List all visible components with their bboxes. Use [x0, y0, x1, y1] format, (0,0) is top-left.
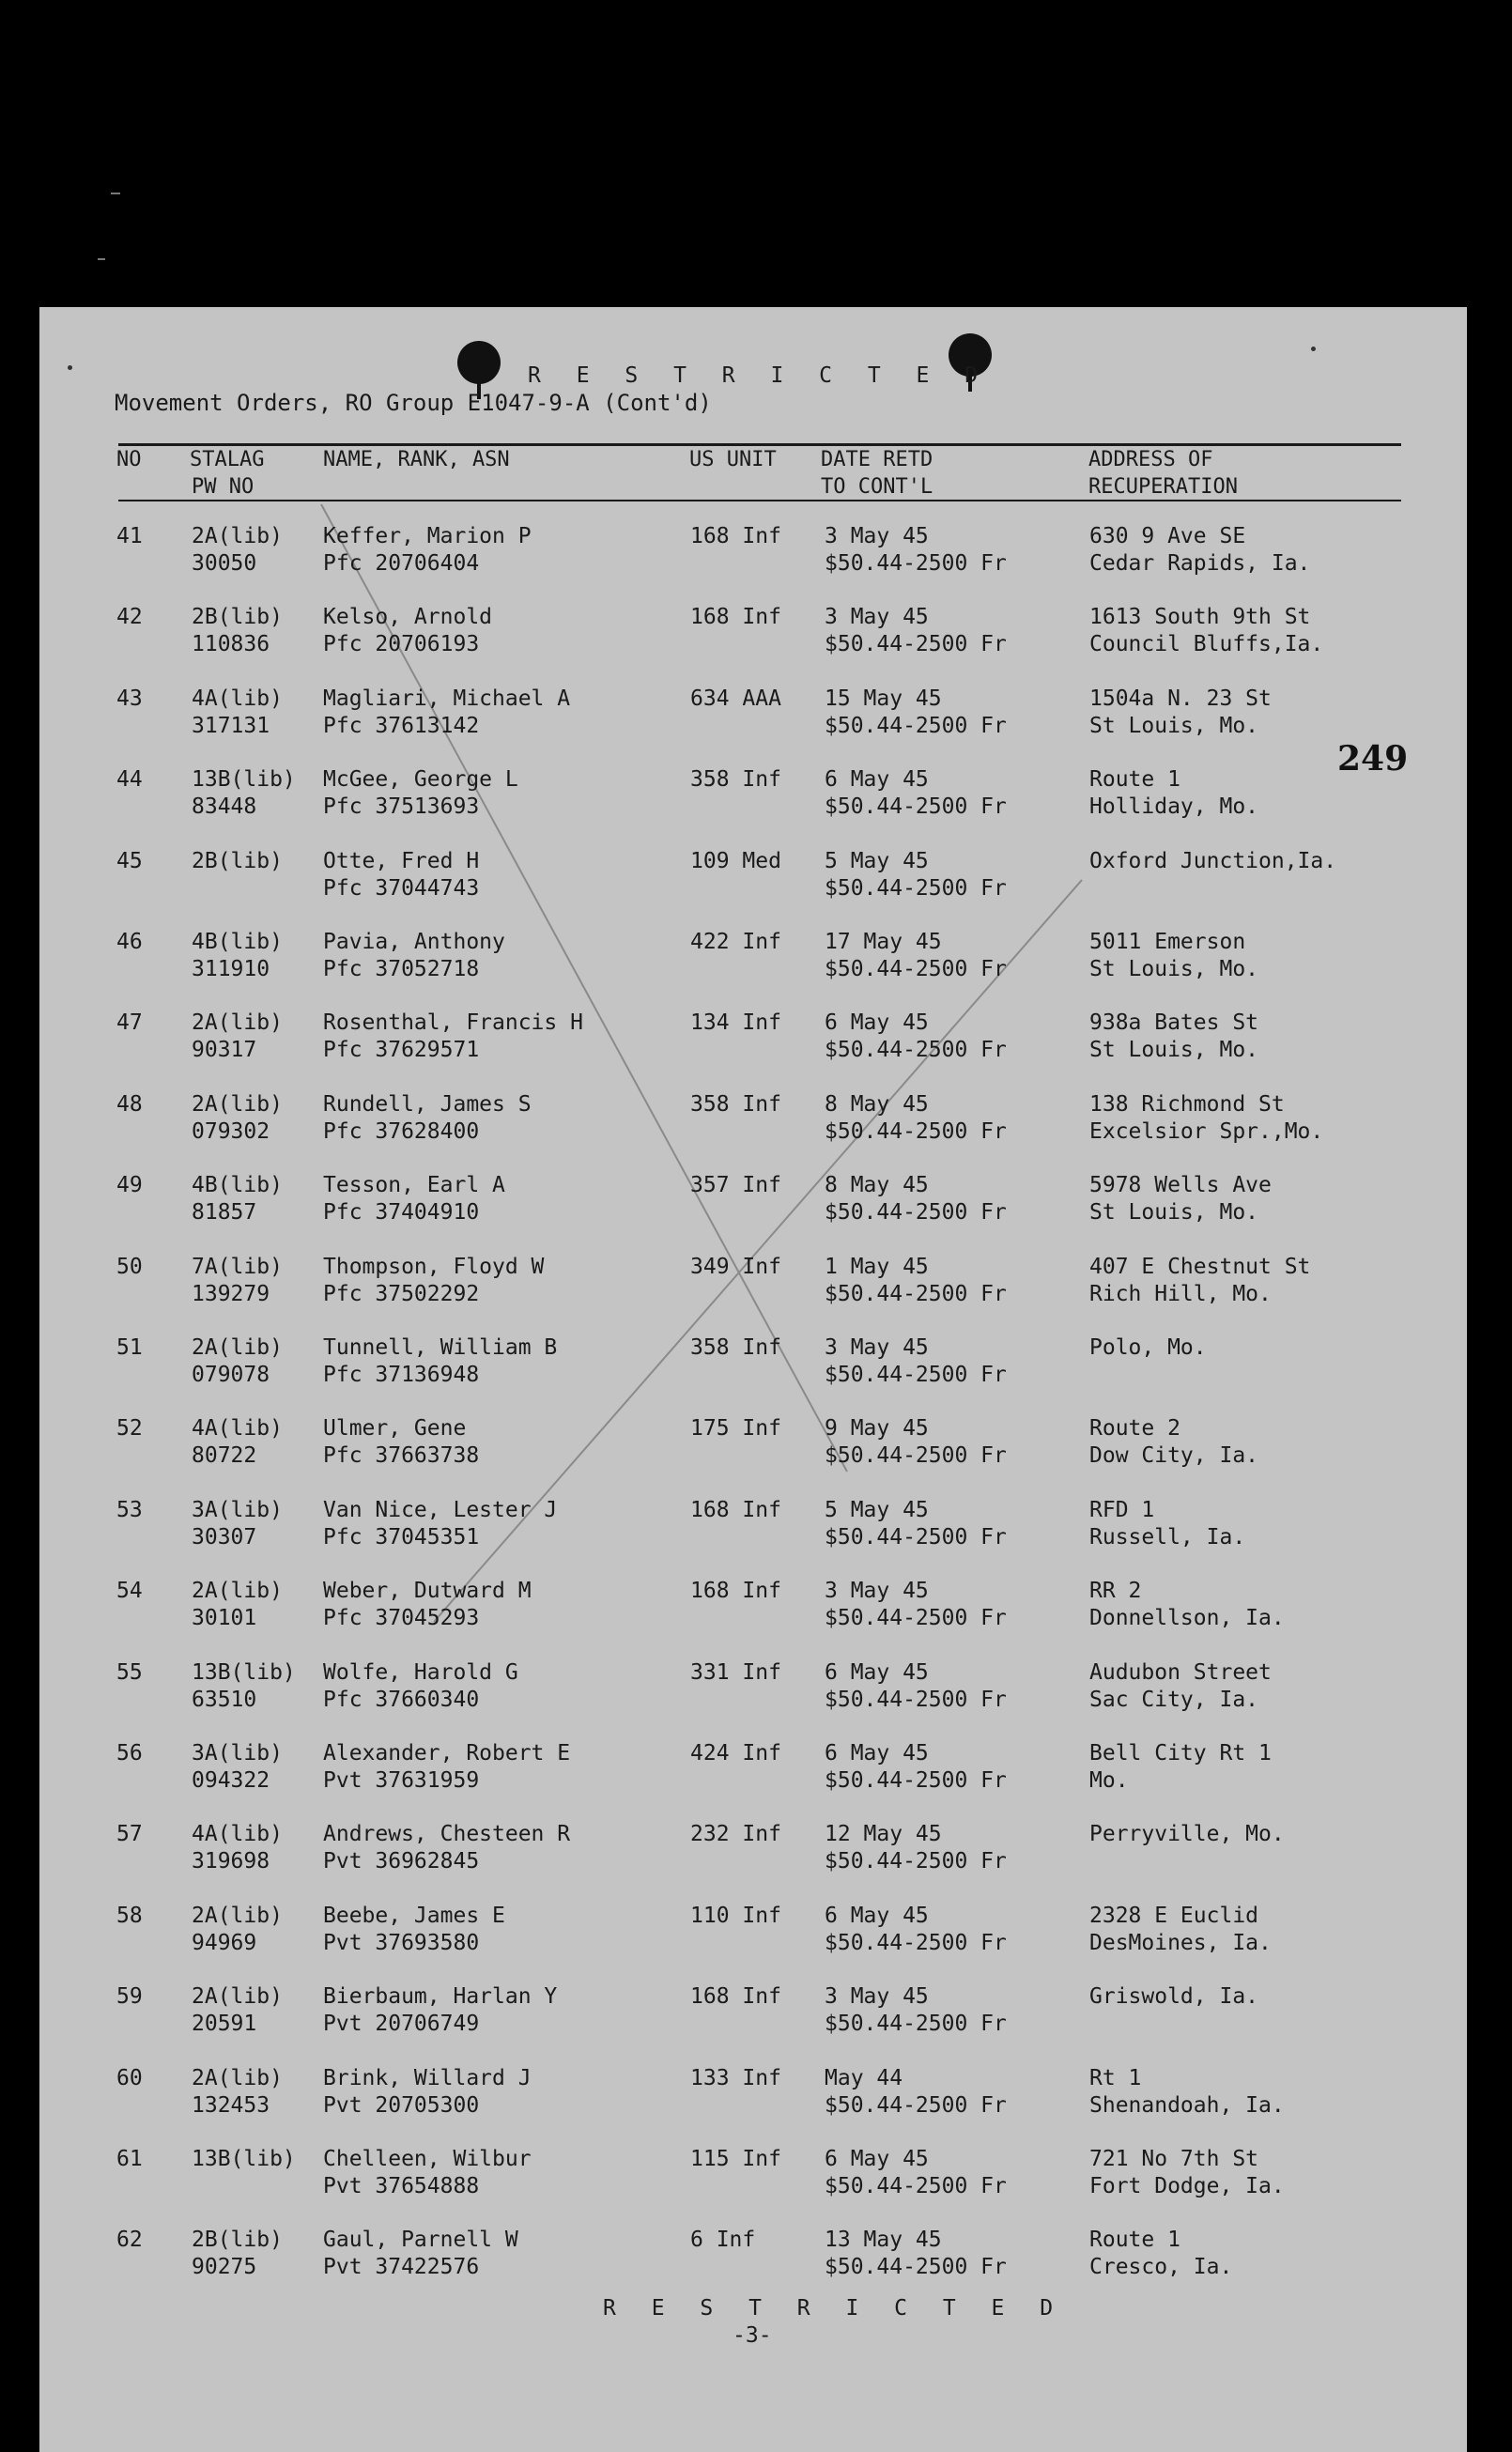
name-rank-asn: Otte, Fred H Pfc 37044743 — [323, 848, 480, 901]
header-restricted: R E S T R I C T E D — [528, 363, 990, 388]
table-row — [39, 2146, 1467, 2227]
row-number: 47 — [116, 1010, 143, 1036]
date-returned: 3 May 45 $50.44-2500 Fr — [825, 1984, 1007, 2037]
name-rank-asn: Wolfe, Harold G Pfc 37660340 — [323, 1659, 518, 1712]
recuperation-address: 938a Bates St St Louis, Mo. — [1089, 1010, 1259, 1063]
us-unit: 349 Inf — [690, 1254, 781, 1279]
table-row — [39, 1010, 1467, 1090]
table-row — [39, 1659, 1467, 1740]
row-number: 44 — [116, 767, 143, 793]
table-row — [39, 523, 1467, 604]
recuperation-address: Route 2 Dow City, Ia. — [1089, 1416, 1259, 1469]
date-returned: 6 May 45 $50.44-2500 Fr — [825, 1010, 1007, 1063]
us-unit: 168 Inf — [690, 1984, 781, 2010]
stalag-pw-number: 2A(lib) 90317 — [192, 1010, 283, 1063]
date-returned: 15 May 45 $50.44-2500 Fr — [825, 686, 1007, 738]
date-returned: 6 May 45 $50.44-2500 Fr — [825, 767, 1007, 820]
row-number: 43 — [116, 686, 143, 711]
us-unit: 424 Inf — [690, 1741, 781, 1766]
recuperation-address: 630 9 Ave SE Cedar Rapids, Ia. — [1089, 524, 1311, 576]
row-number: 51 — [116, 1335, 143, 1360]
name-rank-asn: Rosenthal, Francis H Pfc 37629571 — [323, 1010, 583, 1063]
recuperation-address: Perryville, Mo. — [1089, 1822, 1285, 1847]
stalag-pw-number: 2A(lib) 20591 — [192, 1984, 283, 2037]
stalag-pw-number: 2A(lib) 94969 — [192, 1903, 283, 1955]
date-returned: 6 May 45 $50.44-2500 Fr — [825, 1659, 1007, 1712]
row-number: 49 — [116, 1173, 143, 1198]
name-rank-asn: Pavia, Anthony Pfc 37052718 — [323, 930, 505, 981]
table-row — [39, 1091, 1467, 1172]
us-unit: 358 Inf — [690, 1335, 781, 1360]
name-rank-asn: Thompson, Floyd W Pfc 37502292 — [323, 1254, 545, 1306]
table-row — [39, 1903, 1467, 1983]
us-unit: 358 Inf — [690, 767, 781, 793]
column-header-unit: US UNIT — [689, 448, 777, 471]
date-returned: 17 May 45 $50.44-2500 Fr — [825, 930, 1007, 981]
recuperation-address: Route 1 Holliday, Mo. — [1089, 767, 1259, 820]
stalag-pw-number: 13B(lib) — [192, 2147, 296, 2171]
name-rank-asn: Ulmer, Gene Pfc 37663738 — [323, 1416, 480, 1469]
date-returned: 9 May 45 $50.44-2500 Fr — [825, 1416, 1007, 1469]
date-returned: 3 May 45 $50.44-2500 Fr — [825, 605, 1007, 657]
row-number: 42 — [116, 605, 143, 630]
stalag-pw-number: 2A(lib) 30101 — [192, 1579, 283, 1631]
recuperation-address: 2328 E Euclid DesMoines, Ia. — [1089, 1903, 1272, 1955]
stalag-pw-number: 4B(lib) 311910 — [192, 930, 283, 981]
table-row — [39, 1334, 1467, 1415]
recuperation-address: 5011 Emerson St Louis, Mo. — [1089, 930, 1259, 981]
stalag-pw-number: 2B(lib) 90275 — [192, 2228, 283, 2280]
us-unit: 115 Inf — [690, 2147, 781, 2171]
recuperation-address: 5978 Wells Ave St Louis, Mo. — [1089, 1173, 1272, 1226]
us-unit: 6 Inf — [690, 2228, 756, 2253]
stalag-pw-number: 3A(lib) 30307 — [192, 1497, 283, 1550]
table-row — [39, 1254, 1467, 1334]
name-rank-asn: Kelso, Arnold Pfc 20706193 — [323, 605, 493, 657]
name-rank-asn: Weber, Dutward M Pfc 37045293 — [323, 1579, 532, 1631]
us-unit: 168 Inf — [690, 1497, 781, 1522]
recuperation-address: RR 2 Donnellson, Ia. — [1089, 1579, 1285, 1631]
name-rank-asn: Keffer, Marion P Pfc 20706404 — [323, 524, 532, 576]
table-row — [39, 1983, 1467, 2064]
date-returned: 6 May 45 $50.44-2500 Fr — [825, 1741, 1007, 1793]
us-unit: 422 Inf — [690, 930, 781, 954]
table-row — [39, 929, 1467, 1010]
column-header-address: ADDRESS OF RECUPERATION — [1088, 448, 1238, 499]
stalag-pw-number: 4A(lib) 319698 — [192, 1822, 283, 1874]
recuperation-address: 1504a N. 23 St St Louis, Mo. — [1089, 686, 1272, 738]
row-number: 48 — [116, 1091, 143, 1117]
row-number: 61 — [116, 2147, 143, 2171]
us-unit: 634 AAA — [690, 686, 781, 711]
recuperation-address: 721 No 7th St Fort Dodge, Ia. — [1089, 2147, 1285, 2198]
stalag-pw-number: 2A(lib) 079302 — [192, 1091, 283, 1144]
date-returned: 8 May 45 $50.44-2500 Fr — [825, 1173, 1007, 1226]
header-rule-bottom — [118, 500, 1401, 501]
row-number: 56 — [116, 1741, 143, 1766]
name-rank-asn: Rundell, James S Pfc 37628400 — [323, 1091, 532, 1144]
recuperation-address: Rt 1 Shenandoah, Ia. — [1089, 2065, 1285, 2118]
row-number: 59 — [116, 1984, 143, 2010]
us-unit: 357 Inf — [690, 1173, 781, 1198]
stalag-pw-number: 13B(lib) 83448 — [192, 767, 296, 820]
row-number: 57 — [116, 1822, 143, 1847]
column-header-no: NO — [116, 448, 142, 471]
name-rank-asn: Bierbaum, Harlan Y Pvt 20706749 — [323, 1984, 558, 2037]
row-number: 45 — [116, 848, 143, 873]
footer-page-number: -3- — [733, 2323, 772, 2348]
name-rank-asn: Beebe, James E Pvt 37693580 — [323, 1903, 505, 1955]
date-returned: May 44 $50.44-2500 Fr — [825, 2065, 1007, 2118]
stalag-pw-number: 13B(lib) 63510 — [192, 1659, 296, 1712]
name-rank-asn: Tesson, Earl A Pfc 37404910 — [323, 1173, 505, 1226]
recuperation-address: 407 E Chestnut St Rich Hill, Mo. — [1089, 1254, 1311, 1306]
name-rank-asn: Gaul, Parnell W Pvt 37422576 — [323, 2228, 518, 2280]
name-rank-asn: Andrews, Chesteen R Pvt 36962845 — [323, 1822, 571, 1874]
row-number: 62 — [116, 2228, 143, 2253]
us-unit: 168 Inf — [690, 1579, 781, 1604]
row-number: 54 — [116, 1579, 143, 1604]
table-row — [39, 1578, 1467, 1658]
date-returned: 13 May 45 $50.44-2500 Fr — [825, 2228, 1007, 2280]
stalag-pw-number: 2B(lib) — [192, 848, 283, 873]
name-rank-asn: Brink, Willard J Pvt 20705300 — [323, 2065, 532, 2118]
stalag-pw-number: 2A(lib) 132453 — [192, 2065, 283, 2118]
us-unit: 109 Med — [690, 848, 781, 873]
footer-restricted: R E S T R I C T E D — [603, 2296, 1065, 2321]
date-returned: 5 May 45 $50.44-2500 Fr — [825, 848, 1007, 901]
date-returned: 12 May 45 $50.44-2500 Fr — [825, 1822, 1007, 1874]
date-returned: 3 May 45 $50.44-2500 Fr — [825, 524, 1007, 576]
recuperation-address: Griswold, Ia. — [1089, 1984, 1259, 2010]
row-number: 53 — [116, 1497, 143, 1522]
stalag-pw-number: 3A(lib) 094322 — [192, 1741, 283, 1793]
name-rank-asn: Magliari, Michael A Pfc 37613142 — [323, 686, 571, 738]
name-rank-asn: Chelleen, Wilbur Pvt 37654888 — [323, 2147, 532, 2198]
us-unit: 175 Inf — [690, 1416, 781, 1442]
recuperation-address: Route 1 Cresco, Ia. — [1089, 2228, 1233, 2280]
date-returned: 3 May 45 $50.44-2500 Fr — [825, 1579, 1007, 1631]
table-row — [39, 1415, 1467, 1496]
document-subtitle: Movement Orders, RO Group E1047-9-A (Cont'd) — [115, 390, 712, 416]
table-row — [39, 766, 1467, 847]
recuperation-address: Polo, Mo. — [1089, 1335, 1207, 1360]
name-rank-asn: Van Nice, Lester J Pfc 37045351 — [323, 1497, 558, 1550]
us-unit: 331 Inf — [690, 1659, 781, 1685]
row-number: 60 — [116, 2065, 143, 2090]
column-header-name: NAME, RANK, ASN — [323, 448, 510, 471]
row-number: 52 — [116, 1416, 143, 1442]
date-returned: 6 May 45 $50.44-2500 Fr — [825, 2147, 1007, 2198]
row-number: 41 — [116, 524, 143, 548]
date-returned: 1 May 45 $50.44-2500 Fr — [825, 1254, 1007, 1306]
column-header-stalag: STALAG PW NO — [190, 448, 265, 499]
date-returned: 6 May 45 $50.44-2500 Fr — [825, 1903, 1007, 1955]
date-returned: 8 May 45 $50.44-2500 Fr — [825, 1091, 1007, 1144]
recuperation-address: Audubon Street Sac City, Ia. — [1089, 1659, 1272, 1712]
table-row — [39, 1497, 1467, 1578]
table-row — [39, 848, 1467, 929]
recuperation-address: 138 Richmond St Excelsior Spr.,Mo. — [1089, 1091, 1324, 1144]
table-row — [39, 604, 1467, 685]
column-header-date: DATE RETD TO CONT'L — [821, 448, 933, 499]
stalag-pw-number: 4A(lib) 317131 — [192, 686, 283, 738]
table-row — [39, 686, 1467, 766]
recuperation-address: RFD 1 Russell, Ia. — [1089, 1497, 1246, 1550]
us-unit: 110 Inf — [690, 1903, 781, 1928]
us-unit: 133 Inf — [690, 2065, 781, 2090]
table-row — [39, 1172, 1467, 1253]
us-unit: 134 Inf — [690, 1010, 781, 1036]
page-number-stamp: 249 — [1337, 739, 1409, 779]
name-rank-asn: Tunnell, William B Pfc 37136948 — [323, 1335, 558, 1387]
us-unit: 168 Inf — [690, 605, 781, 630]
us-unit: 358 Inf — [690, 1091, 781, 1117]
table-row — [39, 1821, 1467, 1902]
table-row — [39, 2065, 1467, 2146]
recuperation-address: Bell City Rt 1 Mo. — [1089, 1741, 1272, 1793]
row-number: 55 — [116, 1659, 143, 1685]
row-number: 58 — [116, 1903, 143, 1928]
stalag-pw-number: 2A(lib) 079078 — [192, 1335, 283, 1387]
date-returned: 5 May 45 $50.44-2500 Fr — [825, 1497, 1007, 1550]
recuperation-address: Oxford Junction,Ia. — [1089, 848, 1337, 873]
stalag-pw-number: 2B(lib) 110836 — [192, 605, 283, 657]
document-page — [39, 307, 1467, 2452]
stalag-pw-number: 7A(lib) 139279 — [192, 1254, 283, 1306]
row-number: 50 — [116, 1254, 143, 1279]
row-number: 46 — [116, 930, 143, 954]
stalag-pw-number: 4A(lib) 80722 — [192, 1416, 283, 1469]
table-row — [39, 1740, 1467, 1821]
recuperation-address: 1613 South 9th St Council Bluffs,Ia. — [1089, 605, 1324, 657]
us-unit: 168 Inf — [690, 524, 781, 548]
name-rank-asn: Alexander, Robert E Pvt 37631959 — [323, 1741, 571, 1793]
date-returned: 3 May 45 $50.44-2500 Fr — [825, 1335, 1007, 1387]
stalag-pw-number: 4B(lib) 81857 — [192, 1173, 283, 1226]
name-rank-asn: McGee, George L Pfc 37513693 — [323, 767, 518, 820]
stalag-pw-number: 2A(lib) 30050 — [192, 524, 283, 576]
us-unit: 232 Inf — [690, 1822, 781, 1847]
